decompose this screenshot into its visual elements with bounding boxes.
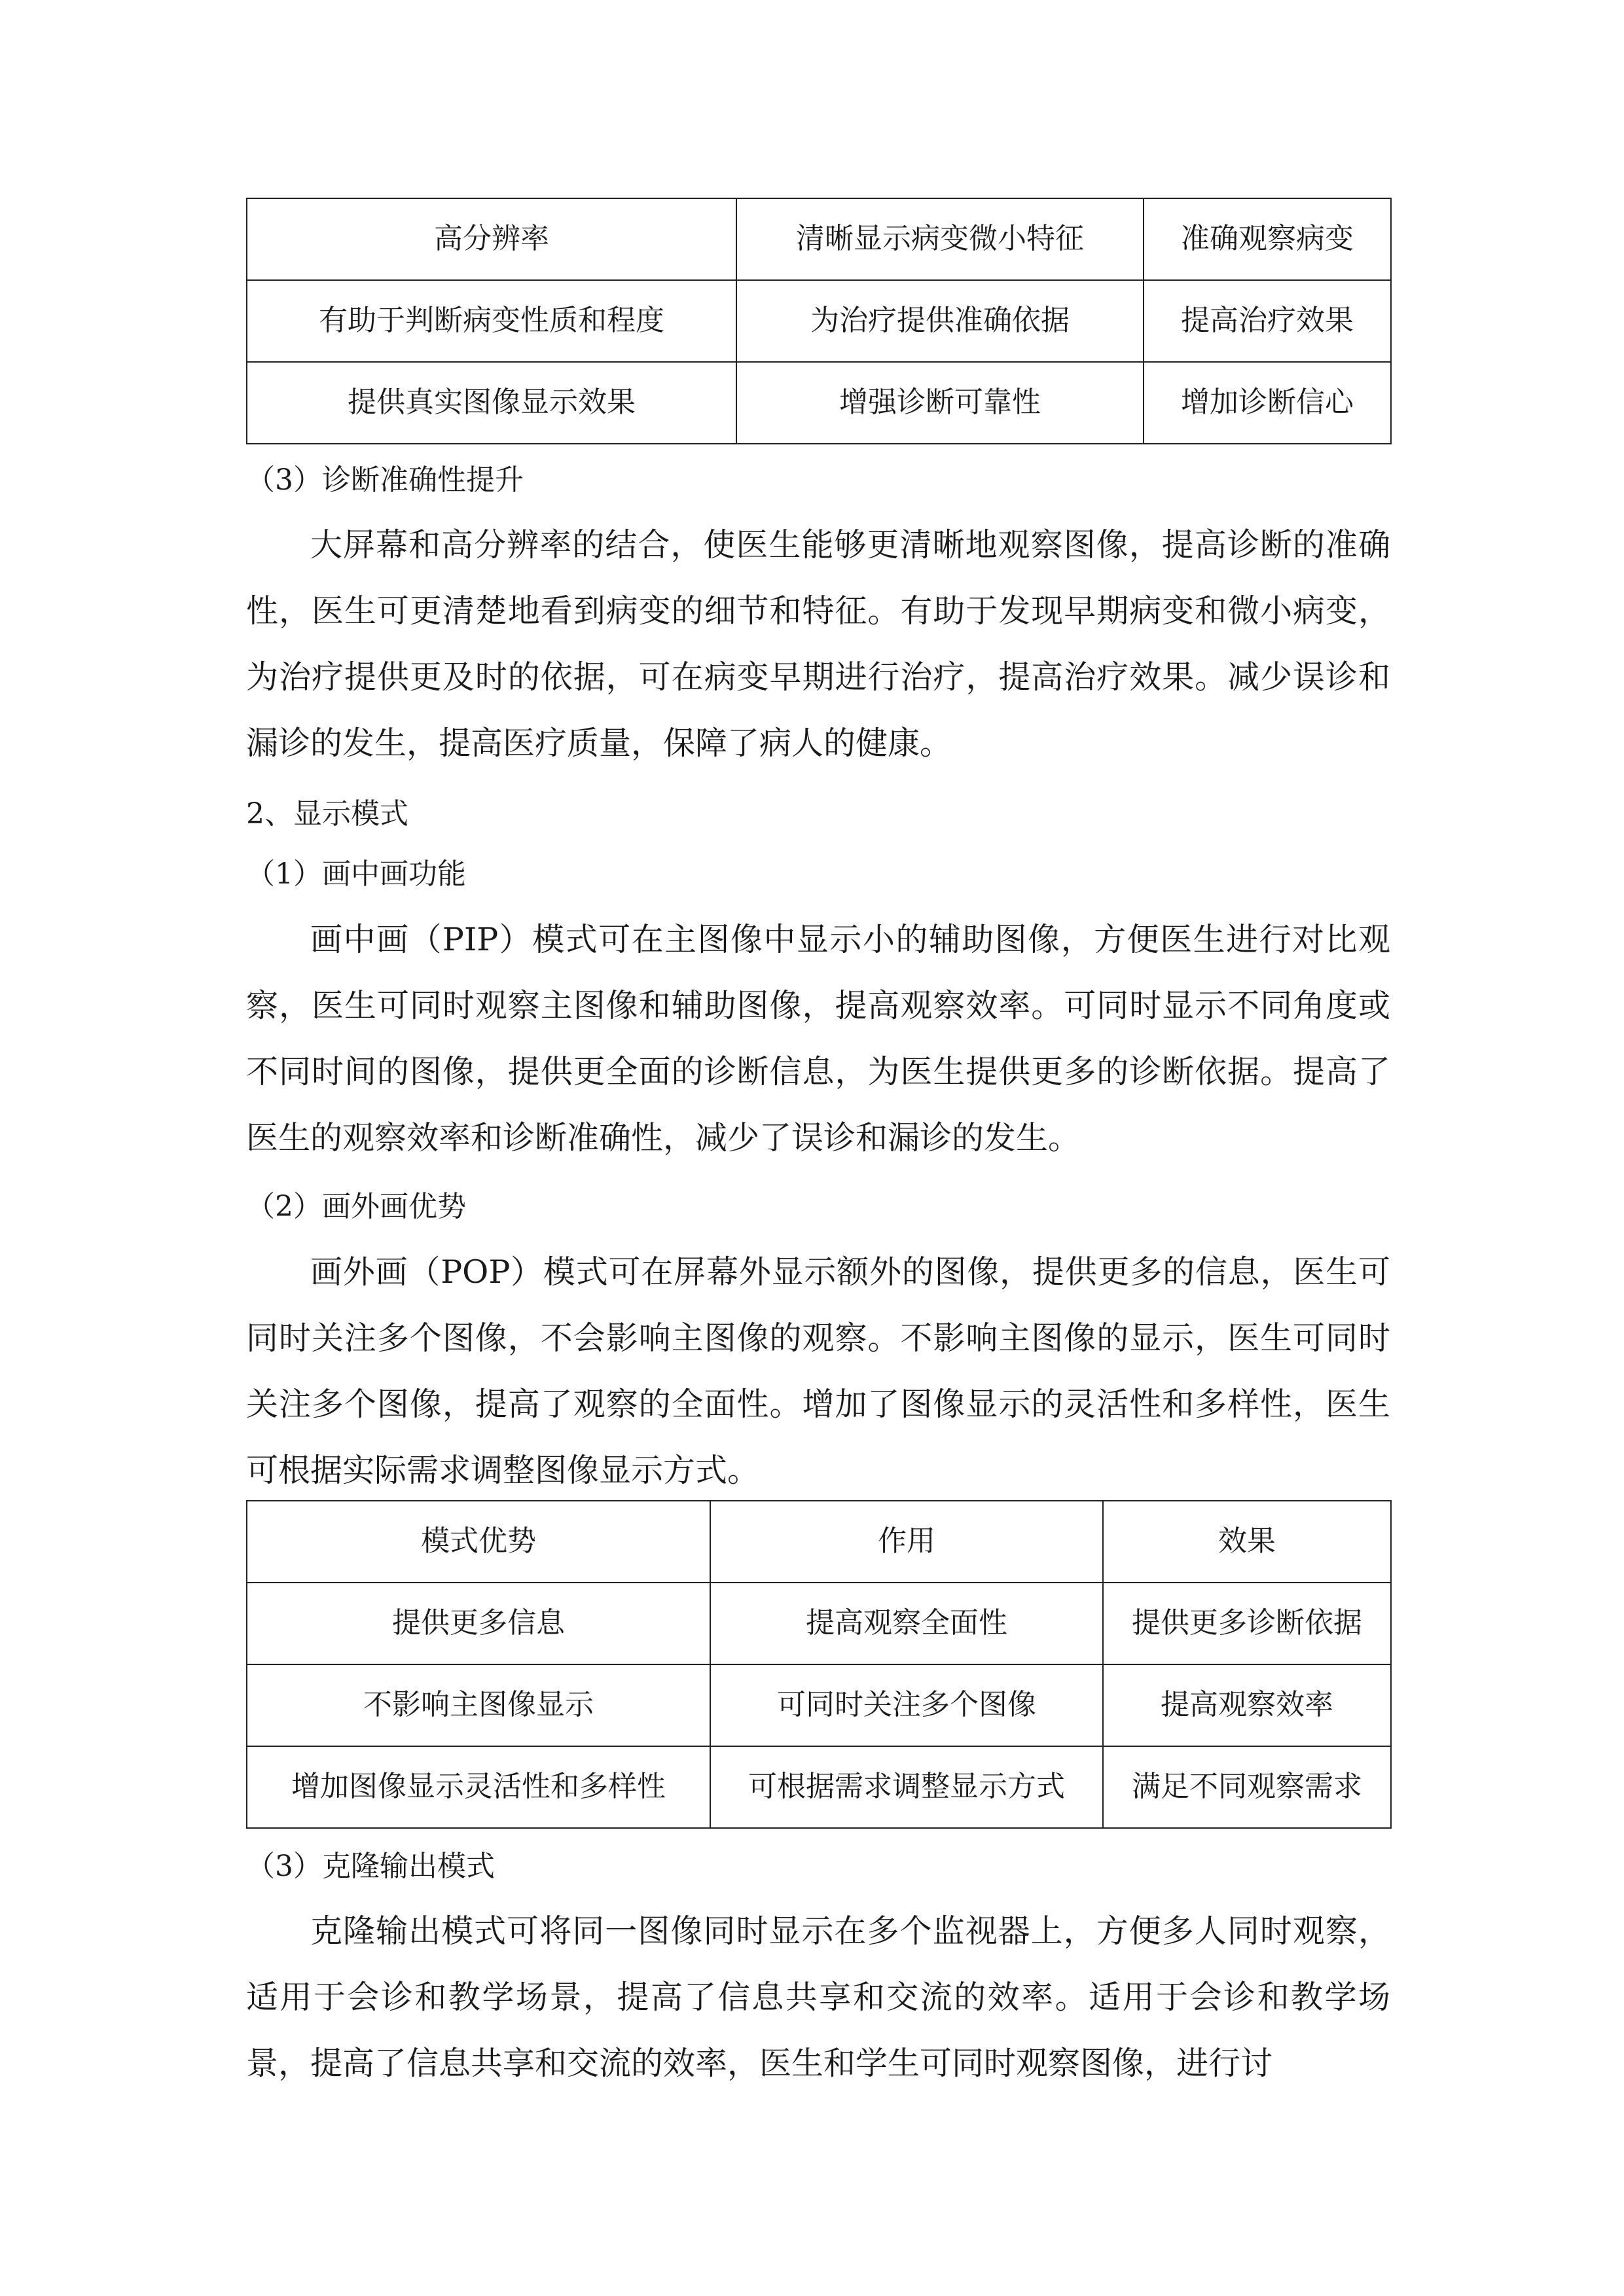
table-cell: 提高观察全面性 <box>710 1583 1103 1664</box>
paragraph-clone-output: 克隆输出模式可将同一图像同时显示在多个监视器上，方便多人同时观察，适用于会诊和教学场景，提高了信息共享和交流的效率。适用于会诊和教学场景，提高了信息共享和交流的效率，医生和学生可同时观察图像，进行讨 <box>246 1912 1390 2082</box>
table-header-cell: 模式优势 <box>247 1501 710 1583</box>
table-header-row <box>247 1501 1391 1583</box>
table-cell: 提高观察效率 <box>1103 1664 1391 1746</box>
section-heading-pip: （1）画中画功能 <box>246 857 466 891</box>
table-header-cell: 效果 <box>1103 1501 1391 1583</box>
table-cell: 准确观察病变 <box>1144 198 1391 280</box>
table-cell: 为治疗提供准确依据 <box>736 280 1144 362</box>
table-cell: 满足不同观察需求 <box>1103 1746 1391 1828</box>
table-cell: 有助于判断病变性质和程度 <box>247 280 736 362</box>
table-cell: 清晰显示病变微小特征 <box>736 198 1144 280</box>
table-cell: 增加诊断信心 <box>1144 362 1391 444</box>
table-row <box>247 1664 1391 1746</box>
table-cell: 提供更多诊断依据 <box>1103 1583 1391 1664</box>
resolution-benefits-table <box>246 198 1392 444</box>
table-cell: 增强诊断可靠性 <box>736 362 1144 444</box>
section-heading-clone-output: （3）克隆输出模式 <box>246 1850 495 1883</box>
paragraph-pip: 画中画（PIP）模式可在主图像中显示小的辅助图像，方便医生进行对比观察，医生可同时观察主图像和辅助图像，提高观察效率。可同时显示不同角度或不同时间的图像，提供更全面的诊断信息，为医生提供更多的诊断依据。提高了医生的观察效率和诊断准确性，减少了误诊和漏诊的发生。 <box>246 921 1390 1157</box>
table-cell: 可同时关注多个图像 <box>710 1664 1103 1746</box>
table-cell: 高分辨率 <box>247 198 736 280</box>
section-heading-pop: （2）画外画优势 <box>246 1190 466 1223</box>
table-row <box>247 1746 1391 1828</box>
table-cell: 提高治疗效果 <box>1144 280 1391 362</box>
table-row <box>247 1583 1391 1664</box>
section-heading-diagnosis-accuracy: （3）诊断准确性提升 <box>246 463 524 497</box>
pop-mode-advantages-table <box>246 1500 1392 1829</box>
table-header-cell: 作用 <box>710 1501 1103 1583</box>
table-cell: 提供更多信息 <box>247 1583 710 1664</box>
table-row <box>247 362 1391 444</box>
table-cell: 可根据需求调整显示方式 <box>710 1746 1103 1828</box>
table-row <box>247 198 1391 280</box>
section-title-display-modes: 2、显示模式 <box>246 797 408 831</box>
table-cell: 增加图像显示灵活性和多样性 <box>247 1746 710 1828</box>
paragraph-pop: 画外画（POP）模式可在屏幕外显示额外的图像，提供更多的信息，医生可同时关注多个图像，不会影响主图像的观察。不影响主图像的显示，医生可同时关注多个图像，提高了观察的全面性。增加了图像显示的灵活性和多样性，医生可根据实际需求调整图像显示方式。 <box>246 1253 1390 1489</box>
table-cell: 提供真实图像显示效果 <box>247 362 736 444</box>
paragraph-diagnosis-accuracy: 大屏幕和高分辨率的结合，使医生能够更清晰地观察图像，提高诊断的准确性，医生可更清楚地看到病变的细节和特征。有助于发现早期病变和微小病变，为治疗提供更及时的依据，可在病变早期进行治疗，提高治疗效果。减少误诊和漏诊的发生，提高医疗质量，保障了病人的健康。 <box>246 526 1390 762</box>
table-row <box>247 280 1391 362</box>
table-cell: 不影响主图像显示 <box>247 1664 710 1746</box>
